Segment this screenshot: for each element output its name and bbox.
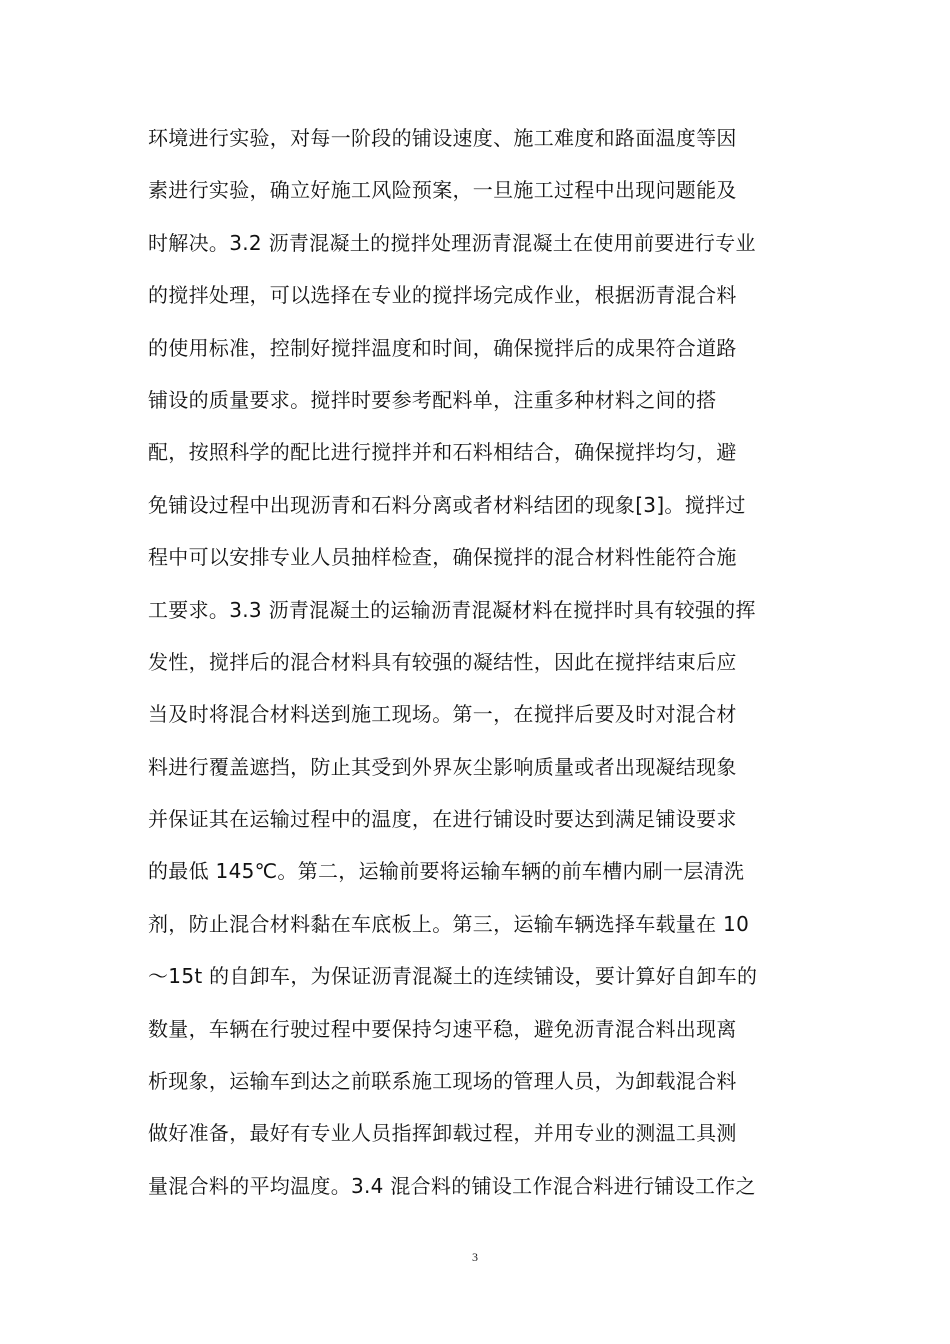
text-line: 时解决。3.2 沥青混凝土的搅拌处理沥青混凝土在使用前要进行专业	[148, 230, 756, 255]
text-line: 剂，防止混合材料黏在车底板上。第三，运输车辆选择车载量在 10	[148, 911, 750, 936]
text-line: 的最低 145℃。第二，运输前要将运输车辆的前车槽内刷一层清洗	[148, 859, 745, 884]
text-line: 素进行实验，确立好施工风险预案，一旦施工过程中出现问题能及	[148, 178, 737, 203]
text-line: 配，按照科学的配比进行搅拌并和石料相结合，确保搅拌均匀，避	[148, 440, 737, 465]
text-line: 析现象，运输车到达之前联系施工现场的管理人员，为卸载混合料	[148, 1069, 737, 1094]
body-paragraph	[148, 118, 810, 1218]
text-line: 并保证其在运输过程中的温度，在进行铺设时要达到满足铺设要求	[148, 807, 737, 832]
text-line: 数量，车辆在行驶过程中要保持匀速平稳，避免沥青混合料出现离	[148, 1016, 737, 1041]
text-line: 程中可以安排专业人员抽样检查，确保搅拌的混合材料性能符合施	[148, 545, 737, 570]
text-line: 量混合料的平均温度。3.4 混合料的铺设工作混合料进行铺设工作之	[148, 1173, 756, 1198]
text-line: 的搅拌处理，可以选择在专业的搅拌场完成作业，根据沥青混合料	[148, 283, 737, 308]
page-number: 3	[472, 1250, 478, 1264]
text-line: 发性，搅拌后的混合材料具有较强的凝结性，因此在搅拌结束后应	[148, 649, 737, 674]
text-line: 当及时将混合材料送到施工现场。第一，在搅拌后要及时对混合材	[148, 702, 737, 727]
text-line: 环境进行实验，对每一阶段的铺设速度、施工难度和路面温度等因	[148, 126, 737, 150]
text-line: 做好准备，最好有专业人员指挥卸载过程，并用专业的测温工具测	[148, 1121, 737, 1146]
text-line: 工要求。3.3 沥青混凝土的运输沥青混凝材料在搅拌时具有较强的挥	[148, 597, 756, 622]
text-line: 料进行覆盖遮挡，防止其受到外界灰尘影响质量或者出现凝结现象	[148, 754, 737, 779]
text-line: 铺设的质量要求。搅拌时要参考配料单，注重多种材料之间的搭	[148, 387, 717, 412]
text-line: 免铺设过程中出现沥青和石料分离或者材料结团的现象[3]。搅拌过	[148, 492, 746, 517]
text-line: 的使用标准，控制好搅拌温度和时间，确保搅拌后的成果符合道路	[148, 335, 737, 360]
text-line: ～15t 的自卸车，为保证沥青混凝土的连续铺设，要计算好自卸车的	[148, 964, 758, 989]
